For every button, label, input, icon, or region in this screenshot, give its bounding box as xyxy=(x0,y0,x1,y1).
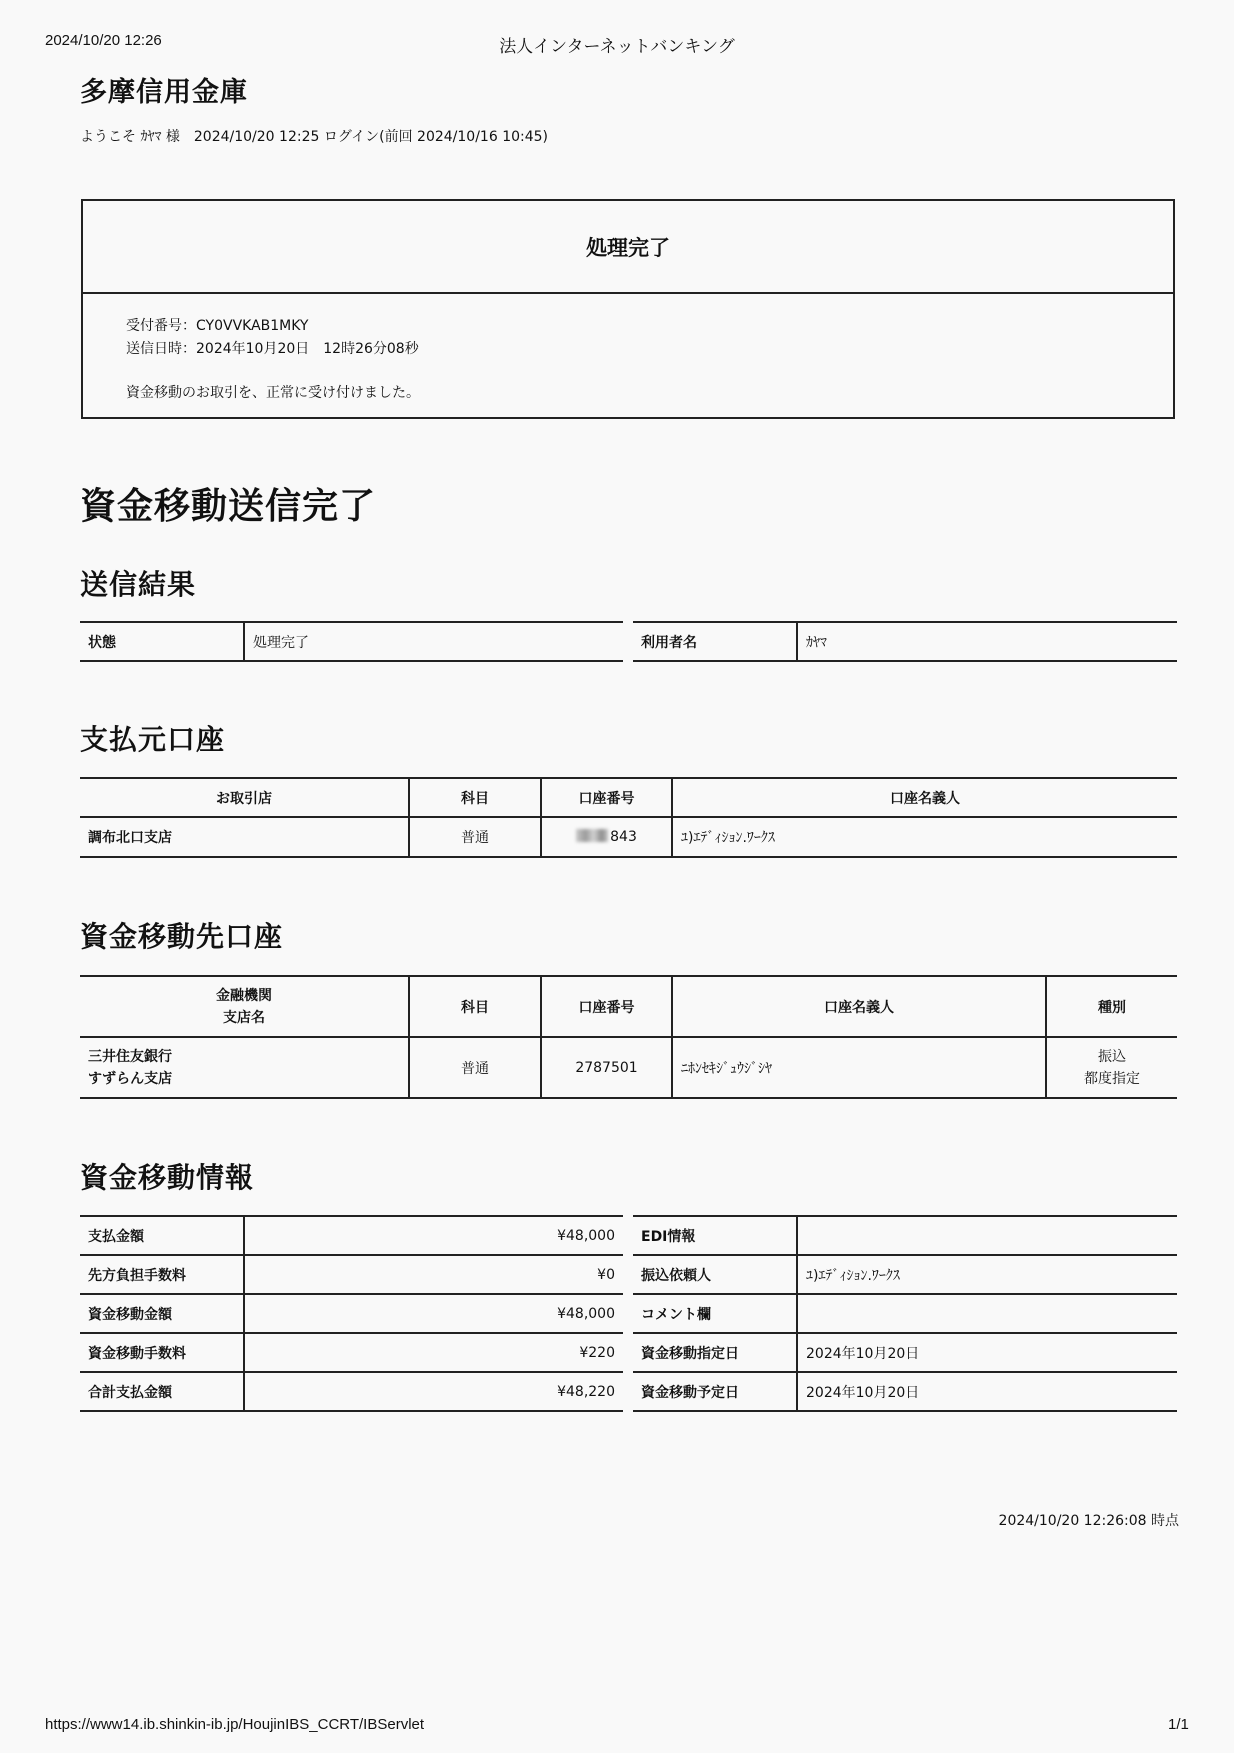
col-branch: お取引店 xyxy=(80,778,409,817)
info-value: 2024年10月20日 xyxy=(806,1384,920,1401)
col-number: 口座番号 xyxy=(541,778,672,817)
type-cell: 普通 xyxy=(409,1037,541,1098)
info-label: 資金移動手数料 xyxy=(80,1333,244,1372)
account-number-visible: 843 xyxy=(610,829,637,845)
bank-branch-cell xyxy=(80,1037,409,1098)
table-row xyxy=(80,1255,623,1294)
print-page-title: 法人インターネットバンキング xyxy=(499,37,735,57)
info-value: ¥48,000 xyxy=(244,1216,623,1255)
kind-line2: 都度指定 xyxy=(1084,1070,1140,1087)
type-cell: 普通 xyxy=(409,817,541,857)
info-value: 2024年10月20日 xyxy=(797,1333,1177,1372)
col-holder: 口座名義人 xyxy=(672,778,1177,817)
print-datetime: 2024/10/20 12:26 xyxy=(45,32,162,49)
table-header-row xyxy=(80,976,1177,1037)
col-branch-label: 支店名 xyxy=(223,1009,265,1026)
table-row xyxy=(80,1294,623,1333)
info-value: ¥220 xyxy=(244,1333,623,1372)
table-row xyxy=(80,817,1177,857)
col-number: 口座番号 xyxy=(541,976,672,1037)
info-label: 資金移動予定日 xyxy=(633,1372,797,1411)
login-info: ようこそ ｶﾔﾏ 様 2024/10/20 12:25 ログイン(前回 2024/10/16 10:45) xyxy=(80,129,548,145)
sent-datetime: 送信日時：2024年10月20日 12時26分08秒 xyxy=(126,341,419,357)
col-kind: 種別 xyxy=(1046,976,1177,1037)
info-value: ¥0 xyxy=(244,1255,623,1294)
dest-account-table xyxy=(80,975,1177,1099)
source-account-table xyxy=(80,777,1177,858)
table-row xyxy=(80,1216,623,1255)
status-message: 資金移動のお取引を、正常に受け付けました。 xyxy=(126,385,420,401)
info-label: 資金移動金額 xyxy=(80,1294,244,1333)
as-of-timestamp: 2024/10/20 12:26:08 時点 xyxy=(998,1513,1179,1529)
info-label: 支払金額 xyxy=(80,1216,244,1255)
redacted-digits xyxy=(576,829,608,842)
col-type: 科目 xyxy=(409,976,541,1037)
col-bank-branch xyxy=(80,976,409,1037)
info-value xyxy=(797,1294,1177,1333)
col-bank-label: 金融機関 xyxy=(216,987,272,1004)
dest-branch: すずらん支店 xyxy=(88,1070,173,1087)
info-value xyxy=(797,1216,1177,1255)
print-url: https://www14.ib.shinkin-ib.jp/HoujinIBS_CCRT/IBServlet xyxy=(45,1716,425,1733)
send-result-heading: 送信結果 xyxy=(80,568,197,601)
status-label: 状態 xyxy=(80,622,244,661)
source-account-heading: 支払元口座 xyxy=(80,723,226,756)
transfer-info-left-table xyxy=(80,1215,623,1412)
user-name-value: ｶﾔﾏ xyxy=(806,634,827,651)
info-label: 先方負担手数料 xyxy=(80,1255,244,1294)
table-row xyxy=(633,1255,1177,1294)
status-title: 処理完了 xyxy=(83,201,1173,294)
info-value: ¥48,220 xyxy=(557,1383,615,1400)
table-header-row xyxy=(80,778,1177,817)
table-row xyxy=(633,1372,1177,1411)
info-value: ¥48,000 xyxy=(244,1294,623,1333)
info-label: 合計支払金額 xyxy=(80,1372,244,1411)
status-details xyxy=(83,294,1173,405)
info-label: EDI情報 xyxy=(633,1216,797,1255)
info-label: 振込依頼人 xyxy=(633,1255,797,1294)
transfer-info-heading: 資金移動情報 xyxy=(80,1161,255,1194)
page-number: 1/1 xyxy=(1168,1716,1189,1733)
table-row xyxy=(633,622,1177,661)
table-row xyxy=(80,1333,623,1372)
col-type: 科目 xyxy=(409,778,541,817)
info-label: コメント欄 xyxy=(633,1294,797,1333)
bank-name: 多摩信用金庫 xyxy=(80,77,248,108)
transfer-info-right-table xyxy=(633,1215,1177,1412)
dest-bank: 三井住友銀行 xyxy=(88,1048,172,1065)
dest-account-heading: 資金移動先口座 xyxy=(80,920,284,953)
info-label: 資金移動指定日 xyxy=(633,1333,797,1372)
info-value: ﾕ)ｴﾃﾞｨｼｮﾝ.ﾜｰｸｽ xyxy=(797,1255,1177,1294)
send-result-left-table xyxy=(80,621,623,662)
table-row xyxy=(633,1294,1177,1333)
holder-cell: ﾕ)ｴﾃﾞｨｼｮﾝ.ﾜｰｸｽ xyxy=(681,830,775,846)
account-number-cell: 2787501 xyxy=(541,1037,672,1098)
status-box xyxy=(81,199,1175,419)
status-value: 処理完了 xyxy=(253,634,309,651)
kind-cell xyxy=(1046,1037,1177,1098)
table-row xyxy=(633,1216,1177,1255)
holder-cell: ﾆﾎﾝｾｷｼﾞｭｳｼﾞｼﾔ xyxy=(672,1037,1046,1098)
table-row xyxy=(80,1372,623,1411)
account-number-cell xyxy=(541,817,672,857)
branch-cell: 調布北口支店 xyxy=(80,817,409,857)
col-holder: 口座名義人 xyxy=(672,976,1046,1037)
table-row xyxy=(80,1037,1177,1098)
page-title: 資金移動送信完了 xyxy=(80,486,377,527)
table-row xyxy=(633,1333,1177,1372)
receipt-number: 受付番号：CY0VVKAB1MKY xyxy=(126,318,309,334)
send-result-right-table xyxy=(633,621,1177,662)
kind-line1: 振込 xyxy=(1098,1048,1126,1065)
table-row xyxy=(80,622,623,661)
user-name-label: 利用者名 xyxy=(633,622,797,661)
